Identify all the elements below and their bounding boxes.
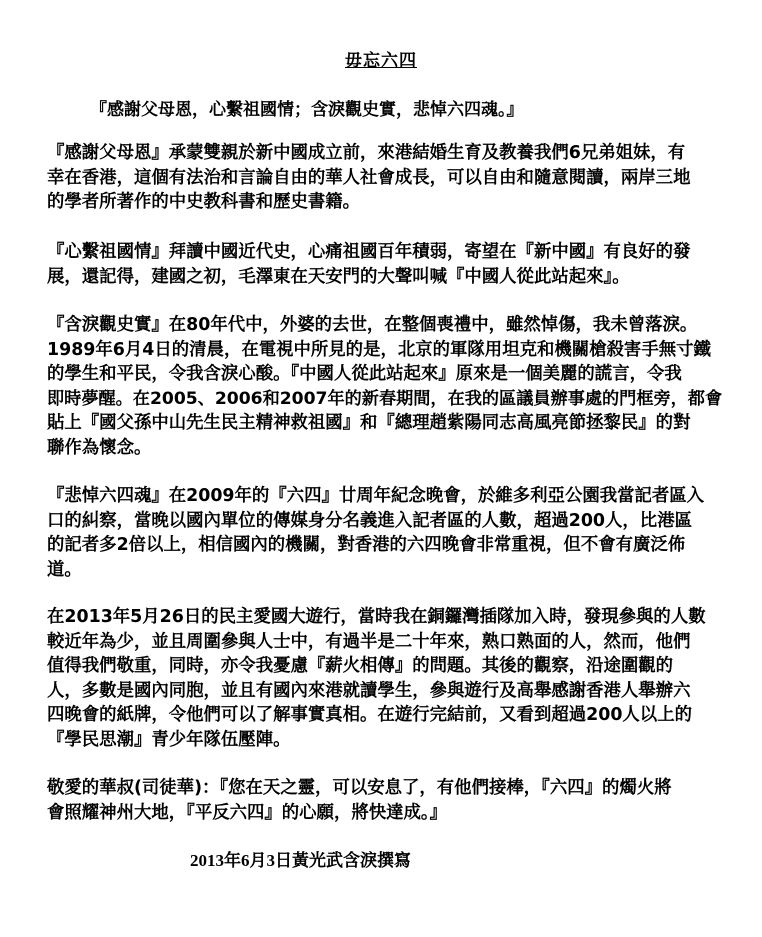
paragraph-march <box>47 605 722 752</box>
paragraph-line: 在2013年5月26日的民主愛國大遊行，當時我在銅鑼灣插隊加入時，發現參與的人數 <box>47 607 706 627</box>
paragraph-line: 貼上『國父孫中山先生民主精神救祖國』和『總理趙紫陽同志高風亮節拯黎民』的對 <box>47 413 691 433</box>
paragraph-gratitude <box>47 141 722 215</box>
paragraph-line: 展，還記得，建國之初，毛澤東在天安門的大聲叫喊『中國人從此站起來』。 <box>47 266 630 287</box>
motto-line: 『感謝父母恩，心繫祖國情；含淚觀史實，悲悼六四魂。』 <box>90 100 524 120</box>
signature-line: 2013年6月3日黃光武含淚撰寫 <box>190 851 411 870</box>
paragraph-line: 『學民思潮』青少年隊伍壓陣。 <box>47 729 291 750</box>
paragraph-history <box>47 313 722 460</box>
paragraph-line: 的學者所著作的中史教科書和歷史書籍。 <box>47 192 361 212</box>
paragraph-line: 敬愛的華叔(司徒華)：『您在天之靈，可以安息了，有他們接棒，『六四』的燭火將 <box>47 778 672 798</box>
paragraph-line: 人，多數是國內同胞，並且有國內來港就讀學生，參與遊行及高舉感謝香港人舉辦六 <box>47 680 691 701</box>
paragraph-line: 聯作為懷念。 <box>47 437 152 458</box>
paragraph-line: 的學生和平民，令我含淚心酸。『中國人從此站起來』原來是一個美麗的謊言，令我 <box>47 364 682 384</box>
paragraph-tribute <box>47 776 722 825</box>
paragraph-line: 道。 <box>47 559 82 580</box>
paragraph-mourning <box>47 484 722 582</box>
paragraph-line: 『含淚觀史實』在80年代中，外婆的去世，在整個喪禮中，雖然悼傷，我未曾落淚。 <box>47 315 698 335</box>
paragraph-line: 的記者多2倍以上，相信國內的機關，對香港的六四晚會非常重視，但不會有廣泛佈 <box>47 535 686 555</box>
paragraph-line: 『感謝父母恩』承蒙雙親於新中國成立前，來港結婚生育及教養我們6兄弟姐妹，有 <box>47 143 686 163</box>
document-title: 毋忘六四 <box>345 51 417 71</box>
paragraph-line: 四晚會的紙牌，令他們可以了解事實真相。在遊行完結前，又看到超過200人以上的 <box>47 705 692 725</box>
paragraph-line: 幸在香港，這個有法治和言論自由的華人社會成長，可以自由和隨意閱讀，兩岸三地 <box>47 167 691 188</box>
paragraph-line: 較近年為少，並且周圍參與人士中，有過半是二十年來，熟口熟面的人，然而，他們 <box>47 631 691 652</box>
paragraph-line: 『悲悼六四魂』在2009年的『六四』廿周年紀念晚會，於維多利亞公園我當記者區入 <box>47 486 705 506</box>
paragraph-line: 值得我們敬重，同時，亦令我憂慮『薪火相傳』的問題。其後的觀察，沿途圍觀的 <box>47 656 674 676</box>
paragraph-line: 『心繫祖國情』拜讀中國近代史，心痛祖國百年積弱，寄望在『新中國』有良好的發 <box>47 242 691 262</box>
paragraph-line: 1989年6月4日的清晨，在電視中所見的是，北京的軍隊用坦克和機關槍殺害手無寸鐵 <box>47 339 711 360</box>
paragraph-line: 會照耀神州大地，『平反六四』的心願，將快達成。』 <box>47 802 447 823</box>
paragraph-motherland <box>47 240 722 289</box>
paragraph-line: 即時夢醒。在2005、2006和2007年的新春期間，在我的區議員辦事處的門框旁，都會 <box>47 388 723 409</box>
paragraph-line: 口的糾察，當晚以國內單位的傳媒身分名義進入記者區的人數，超過200人，比港區 <box>47 510 692 531</box>
